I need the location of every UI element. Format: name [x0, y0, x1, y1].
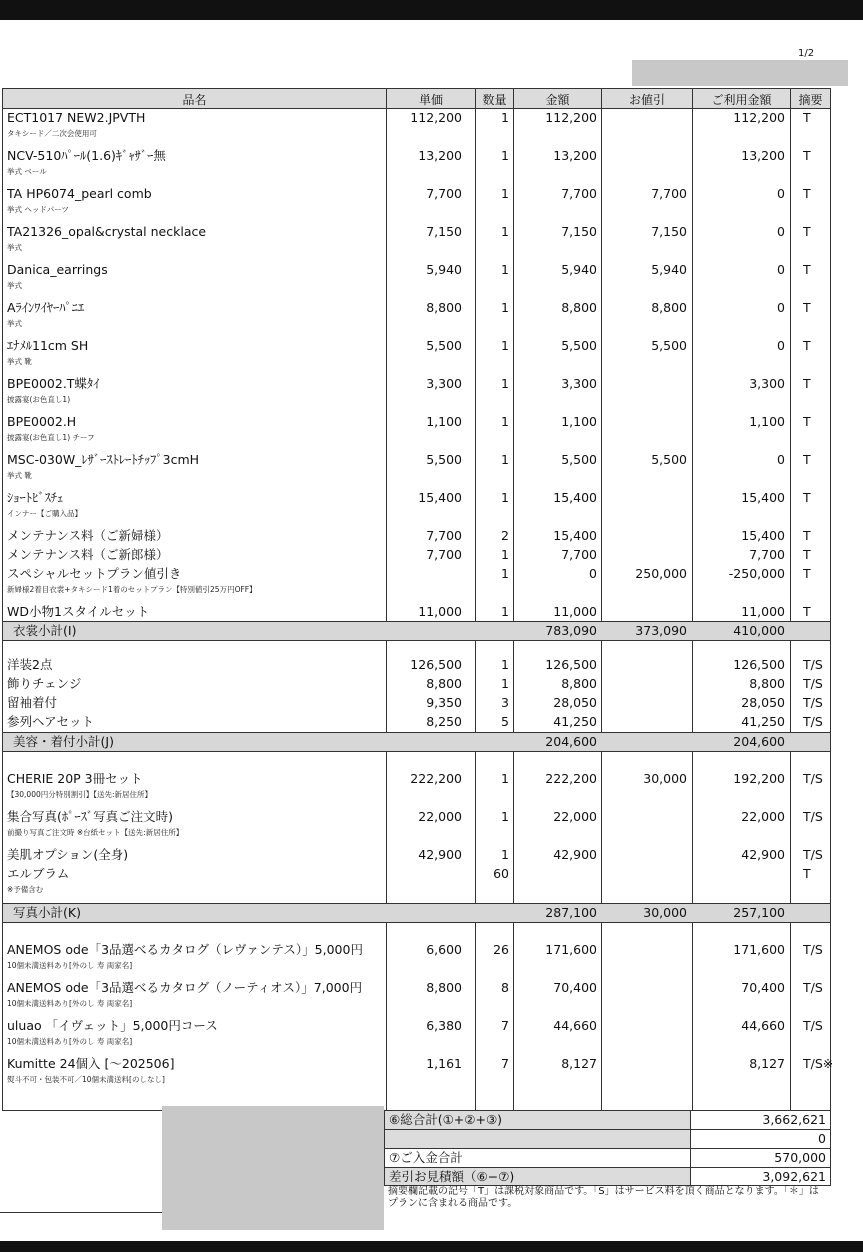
item-note: 新婦様2着目衣裳+タキシード1着のセットプラン【特別値引25万円OFF】	[7, 585, 257, 594]
item-discount: 5,500	[651, 452, 687, 467]
item-name: NCV-510ﾊﾟｰﾙ(1.6)ｷﾞｬｻﾞｰ無	[7, 148, 166, 163]
item-amount: 5,500	[561, 338, 597, 353]
table-row	[3, 769, 830, 788]
item-remark: T	[803, 376, 811, 391]
item-usage: 41,250	[741, 714, 785, 729]
item-discount: 250,000	[635, 566, 687, 581]
item-price: 222,200	[410, 771, 462, 786]
item-remark: T/S	[803, 942, 823, 957]
item-remark: T/S	[803, 980, 823, 995]
item-price: 5,500	[426, 338, 462, 353]
item-note: 10個未満送料あり[外のし 寿 両家名]	[7, 999, 133, 1008]
item-name: WD小物1スタイルセット	[7, 604, 150, 619]
item-price: 15,400	[418, 490, 462, 505]
item-price: 13,200	[418, 148, 462, 163]
item-qty: 1	[501, 300, 509, 315]
table-row	[3, 488, 830, 507]
item-qty: 7	[501, 1056, 509, 1071]
item-qty: 1	[501, 148, 509, 163]
item-qty: 1	[501, 771, 509, 786]
table-row	[3, 807, 830, 826]
item-name: ECT1017 NEW2.JPVTH	[7, 110, 146, 125]
item-note: 10個未満送料あり[外のし 寿 両家名]	[7, 1037, 133, 1046]
item-amount: 126,500	[545, 657, 597, 672]
item-amount: 222,200	[545, 771, 597, 786]
item-usage: 126,500	[733, 657, 785, 672]
item-note: 熨斗不可・包装不可／10個未満送料[のしなし]	[7, 1075, 165, 1084]
deposit-value: 570,000	[774, 1150, 826, 1165]
item-name: 集合写真(ﾎﾟｰｽﾞ写真ご注文時)	[7, 809, 174, 824]
item-qty: 7	[501, 1018, 509, 1033]
item-note: 挙式	[7, 281, 22, 290]
subtotal-label: 写真小計(K)	[13, 905, 81, 920]
item-price: 8,800	[426, 980, 462, 995]
item-price: 42,900	[418, 847, 462, 862]
item-amount: 13,200	[553, 148, 597, 163]
table-row	[3, 374, 830, 393]
blank-label-cell	[385, 1130, 691, 1148]
item-amount: 15,400	[553, 490, 597, 505]
item-qty: 1	[501, 452, 509, 467]
subtotal-usage: 204,600	[733, 734, 785, 749]
grand-total-value: 3,662,621	[762, 1112, 826, 1127]
item-name: 洋装2点	[7, 657, 53, 672]
item-qty: 60	[493, 866, 509, 881]
deposit-label: ⑦ご入金合計	[389, 1150, 463, 1165]
item-usage: 42,900	[741, 847, 785, 862]
subtotal-row	[3, 903, 830, 923]
item-price: 1,161	[426, 1056, 462, 1071]
item-amount: 3,300	[561, 376, 597, 391]
item-remark: T/S	[803, 1018, 823, 1033]
item-usage: 1,100	[749, 414, 785, 429]
table-header	[3, 89, 830, 109]
item-usage: 15,400	[741, 528, 785, 543]
item-price: 5,500	[426, 452, 462, 467]
header-unit-price: 単価	[418, 93, 443, 107]
item-discount: 5,500	[651, 338, 687, 353]
item-qty: 1	[501, 414, 509, 429]
item-amount: 7,700	[561, 186, 597, 201]
item-name: メンテナンス料（ご新婦様）	[7, 528, 169, 543]
item-price: 22,000	[418, 809, 462, 824]
subtotal-discount: 373,090	[635, 623, 687, 638]
item-remark: T/S	[803, 657, 823, 672]
subtotal-discount: 30,000	[643, 905, 687, 920]
table-row	[3, 1054, 834, 1073]
item-price: 6,380	[426, 1018, 462, 1033]
table-row	[3, 298, 830, 317]
item-usage: 0	[777, 186, 785, 201]
item-amount: 7,700	[561, 547, 597, 562]
item-price: 8,800	[426, 676, 462, 691]
item-name: スペシャルセットプラン値引き	[7, 566, 182, 581]
item-amount: 1,100	[561, 414, 597, 429]
item-name: uluao 「イヴェット」5,000円コース	[7, 1018, 218, 1033]
item-name: エルブラム	[7, 866, 70, 881]
item-qty: 1	[501, 376, 509, 391]
item-remark: T	[803, 604, 811, 619]
item-qty: 1	[501, 262, 509, 277]
item-note: 披露宴(お色直し1)	[7, 395, 71, 404]
item-qty: 1	[501, 490, 509, 505]
item-name: 美肌オプション(全身)	[7, 847, 129, 862]
grand-total-label-cell	[385, 1111, 691, 1129]
subtotal-usage: 410,000	[733, 623, 785, 638]
item-name: CHERIE 20P 3冊セット	[7, 771, 143, 786]
table-row	[3, 450, 830, 469]
table-row	[3, 146, 830, 165]
table-row	[3, 712, 830, 731]
subtotal-amount: 287,100	[545, 905, 597, 920]
item-remark: T	[803, 338, 811, 353]
item-price: 6,600	[426, 942, 462, 957]
balance-label: 差引お見積額（⑥−⑦)	[389, 1169, 515, 1184]
table-row	[3, 184, 830, 203]
item-usage: 0	[777, 452, 785, 467]
item-remark: T/S	[803, 695, 823, 710]
item-qty: 1	[501, 224, 509, 239]
item-price: 3,300	[426, 376, 462, 391]
item-usage: -250,000	[728, 566, 785, 581]
item-remark: T	[803, 262, 811, 277]
item-qty: 1	[501, 110, 509, 125]
item-qty: 1	[501, 809, 509, 824]
item-note: 挙式	[7, 319, 22, 328]
item-name: ANEMOS ode「3品選べるカタログ（ノーティオス）」7,000円	[7, 980, 363, 995]
deposit-label-cell	[385, 1149, 691, 1167]
item-remark: T	[803, 224, 811, 239]
header-qty: 数量	[482, 93, 507, 107]
item-amount: 8,127	[561, 1056, 597, 1071]
item-price: 7,150	[426, 224, 462, 239]
item-remark: T	[803, 300, 811, 315]
item-note: タキシード／二次会使用可	[7, 129, 97, 138]
item-note: 【30,000円分特別割引】【送先:新居住所】	[7, 790, 153, 799]
item-name: ｼｮｰﾄﾋﾞｽﾁｪ	[7, 490, 64, 505]
subtotal-amount: 783,090	[545, 623, 597, 638]
item-amount: 42,900	[553, 847, 597, 862]
item-discount: 7,700	[651, 186, 687, 201]
grand-total-row	[384, 1111, 831, 1130]
subtotal-label: 衣裳小計(I)	[13, 623, 77, 638]
item-qty: 2	[501, 528, 509, 543]
top-dark-bar	[0, 0, 863, 20]
item-note: ※予備含む	[7, 885, 44, 894]
item-note: 披露宴(お色直し1) チーフ	[7, 433, 95, 442]
item-name: ANEMOS ode「3品選べるカタログ（レヴァンテス）」5,000円	[7, 942, 363, 957]
item-usage: 22,000	[741, 809, 785, 824]
item-amount: 11,000	[553, 604, 597, 619]
balance-row	[384, 1168, 831, 1186]
item-price: 126,500	[410, 657, 462, 672]
item-name: MSC-030W_ﾚｻﾞｰｽﾄﾚｰﾄﾁｯﾌﾟ3cmH	[7, 452, 200, 467]
item-amount: 70,400	[553, 980, 597, 995]
item-price: 7,700	[426, 547, 462, 562]
item-note: 10個未満送料あり[外のし 寿 両家名]	[7, 961, 133, 970]
item-qty: 1	[501, 604, 509, 619]
item-discount: 30,000	[643, 771, 687, 786]
item-qty: 1	[501, 186, 509, 201]
item-name: Kumitte 24個入 [～202506]	[7, 1056, 175, 1071]
item-usage: 11,000	[741, 604, 785, 619]
item-discount: 7,150	[651, 224, 687, 239]
item-note: 挙式 靴	[7, 471, 32, 480]
item-price: 1,100	[426, 414, 462, 429]
item-price: 112,200	[410, 110, 462, 125]
item-qty: 8	[501, 980, 509, 995]
subtotal-row	[3, 732, 830, 752]
item-remark: T	[803, 566, 811, 581]
item-usage: 192,200	[733, 771, 785, 786]
item-usage: 0	[777, 300, 785, 315]
item-name: BPE0002.H	[7, 414, 77, 429]
header-usage-amount: ご利用金額	[711, 93, 772, 107]
table-row	[3, 602, 830, 621]
item-amount: 8,800	[561, 676, 597, 691]
item-usage: 3,300	[749, 376, 785, 391]
table-row	[3, 526, 830, 545]
grand-total-label: ⑥総合計(①+②+③)	[389, 1112, 503, 1127]
item-remark: T/S※	[803, 1056, 834, 1071]
item-usage: 0	[777, 338, 785, 353]
item-remark: T	[803, 528, 811, 543]
item-remark: T	[803, 490, 811, 505]
item-amount: 8,800	[561, 300, 597, 315]
item-usage: 7,700	[749, 547, 785, 562]
subtotal-label: 美容・着付小計(J)	[13, 734, 114, 749]
item-usage: 13,200	[741, 148, 785, 163]
table-row	[3, 845, 830, 864]
subtotal-usage: 257,100	[733, 905, 785, 920]
balance-value: 3,092,621	[762, 1169, 826, 1184]
item-name: メンテナンス料（ご新郎様）	[7, 547, 169, 562]
estimate-table	[2, 88, 834, 1111]
item-remark: T/S	[803, 676, 823, 691]
table-row	[3, 864, 830, 883]
item-name: TA HP6074_pearl comb	[7, 186, 152, 201]
item-name: BPE0002.T蝶ﾀｲ	[7, 376, 100, 391]
header-discount: お値引	[628, 93, 665, 107]
item-name: Danica_earrings	[7, 262, 108, 277]
item-remark: T/S	[803, 847, 823, 862]
item-price: 7,700	[426, 528, 462, 543]
item-amount: 22,000	[553, 809, 597, 824]
item-amount: 112,200	[545, 110, 597, 125]
item-amount: 15,400	[553, 528, 597, 543]
blank-summary-row	[384, 1130, 831, 1149]
item-remark: T	[803, 110, 811, 125]
item-usage: 70,400	[741, 980, 785, 995]
item-qty: 1	[501, 676, 509, 691]
item-amount: 5,940	[561, 262, 597, 277]
item-usage: 112,200	[733, 110, 785, 125]
header-remarks: 摘要	[798, 93, 823, 107]
redacted-block-top	[632, 60, 848, 86]
item-remark: T	[803, 452, 811, 467]
item-qty: 1	[501, 847, 509, 862]
table-row	[3, 978, 830, 997]
subtotal-row	[3, 621, 830, 641]
item-qty: 1	[501, 657, 509, 672]
blank-summary-value: 0	[818, 1131, 826, 1146]
table-row	[3, 260, 830, 279]
item-remark: T/S	[803, 809, 823, 824]
bottom-dark-bar	[0, 1241, 863, 1252]
item-usage: 0	[777, 262, 785, 277]
item-name: 留袖着付	[7, 695, 58, 710]
item-note: 前撮り写真ご注文時 ※台紙セット【送先:新居住所】	[7, 828, 184, 837]
item-name: TA21326_opal&crystal necklace	[7, 224, 207, 239]
item-amount: 7,150	[561, 224, 597, 239]
table-row	[3, 693, 830, 712]
item-name: 参列ヘアセット	[7, 714, 95, 729]
table-row	[3, 1016, 830, 1035]
table-row	[3, 940, 830, 959]
item-remark: T	[803, 186, 811, 201]
item-remark: T	[803, 866, 811, 881]
redacted-block-bottom	[162, 1106, 384, 1230]
item-name: Aﾗｲﾝﾜｲﾔｰﾊﾟﾆｴ	[7, 300, 85, 315]
item-usage: 15,400	[741, 490, 785, 505]
item-qty: 26	[493, 942, 509, 957]
item-usage: 8,800	[749, 676, 785, 691]
item-amount: 171,600	[545, 942, 597, 957]
table-row	[3, 108, 830, 127]
item-note: 挙式 ヘッドパーツ	[7, 205, 69, 214]
item-name: 飾りチェンジ	[7, 676, 82, 691]
item-discount: 5,940	[651, 262, 687, 277]
item-qty: 1	[501, 566, 509, 581]
header-amount: 金額	[545, 93, 570, 107]
item-price: 11,000	[418, 604, 462, 619]
item-name: ｴﾅﾒﾙ11cm SH	[7, 338, 89, 353]
item-usage: 171,600	[733, 942, 785, 957]
item-price: 5,940	[426, 262, 462, 277]
item-note: 挙式 靴	[7, 357, 32, 366]
item-note: 挙式	[7, 243, 22, 252]
item-qty: 5	[501, 714, 509, 729]
item-remark: T	[803, 148, 811, 163]
footnote: 摘要欄記載の記号「T」は課税対象商品です。「S」はサービス料を頂く商品となります。「＊」はプランに含まれる商品です。	[388, 1186, 819, 1209]
table-row	[3, 545, 830, 564]
item-price: 7,700	[426, 186, 462, 201]
item-remark: T/S	[803, 771, 823, 786]
item-usage: 0	[777, 224, 785, 239]
item-amount: 41,250	[553, 714, 597, 729]
item-qty: 1	[501, 338, 509, 353]
item-usage: 28,050	[741, 695, 785, 710]
item-qty: 1	[501, 547, 509, 562]
item-discount: 8,800	[651, 300, 687, 315]
item-amount: 0	[589, 566, 597, 581]
item-note: インナー【ご購入品】	[7, 509, 82, 518]
table-row	[3, 564, 830, 583]
table-row	[3, 222, 830, 241]
item-amount: 28,050	[553, 695, 597, 710]
bottom-left-rule	[0, 1212, 162, 1213]
table-row	[3, 655, 830, 674]
item-note: 挙式 ベール	[7, 167, 47, 176]
item-price: 8,800	[426, 300, 462, 315]
table-row	[3, 674, 830, 693]
item-usage: 8,127	[749, 1056, 785, 1071]
deposit-row	[384, 1149, 831, 1168]
table-row	[3, 412, 830, 431]
subtotal-amount: 204,600	[545, 734, 597, 749]
page-number: 1/2	[798, 48, 815, 59]
item-price: 8,250	[426, 714, 462, 729]
item-remark: T	[803, 547, 811, 562]
item-price: 9,350	[426, 695, 462, 710]
item-amount: 5,500	[561, 452, 597, 467]
item-remark: T	[803, 414, 811, 429]
header-name: 品名	[182, 93, 207, 107]
item-usage: 44,660	[741, 1018, 785, 1033]
balance-label-cell	[385, 1168, 691, 1185]
item-remark: T/S	[803, 714, 823, 729]
table-row	[3, 336, 830, 355]
item-qty: 3	[501, 695, 509, 710]
item-amount: 44,660	[553, 1018, 597, 1033]
